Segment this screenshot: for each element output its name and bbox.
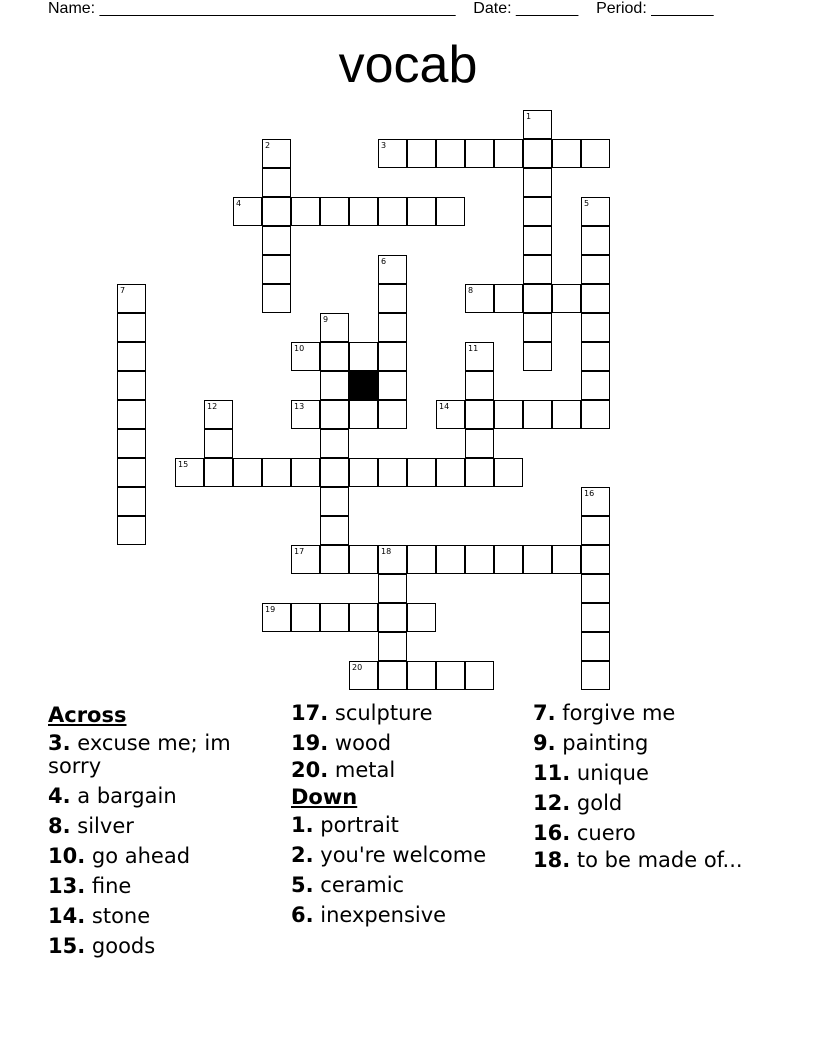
page-title: vocab [338, 36, 478, 94]
crossword-cell[interactable] [523, 255, 552, 284]
crossword-cell[interactable] [378, 371, 407, 400]
crossword-cell[interactable] [465, 342, 494, 371]
across-heading: Across [48, 703, 127, 727]
crossword-cell[interactable] [523, 284, 552, 313]
clue-item: 4. a bargain [48, 784, 177, 808]
clue-item: 7. forgive me [533, 701, 676, 725]
crossword-cell[interactable] [262, 284, 291, 313]
crossword-cell[interactable] [320, 313, 349, 342]
crossword-cell[interactable] [494, 139, 523, 168]
crossword-cell[interactable] [465, 458, 494, 487]
crossword-cell[interactable] [581, 371, 610, 400]
crossword-cell[interactable] [407, 661, 436, 690]
crossword-cell[interactable] [378, 139, 407, 168]
crossword-cell[interactable] [523, 313, 552, 342]
crossword-cell[interactable] [552, 400, 581, 429]
crossword-cell[interactable] [581, 574, 610, 603]
crossword-cell[interactable] [436, 197, 465, 226]
crossword-cell[interactable] [436, 545, 465, 574]
crossword-cell[interactable] [117, 371, 146, 400]
clue-item: 18. to be made of... [533, 848, 743, 872]
name-label: Name: [48, 0, 96, 17]
crossword-cell[interactable] [494, 458, 523, 487]
crossword-cell[interactable] [320, 429, 349, 458]
clue-number: 14 [439, 402, 450, 411]
clue-item: 15. goods [48, 934, 156, 958]
crossword-cell[interactable] [204, 400, 233, 429]
crossword-cell[interactable] [378, 400, 407, 429]
crossword-cell[interactable] [262, 168, 291, 197]
crossword-cell[interactable] [378, 255, 407, 284]
crossword-cell[interactable] [349, 661, 378, 690]
clue-item: 1. portrait [291, 813, 399, 837]
crossword-cell[interactable] [233, 458, 262, 487]
crossword-cell[interactable] [465, 139, 494, 168]
crossword-cell[interactable] [523, 110, 552, 139]
crossword-cell[interactable] [581, 632, 610, 661]
crossword-cell[interactable] [320, 371, 349, 400]
crossword-cell[interactable] [320, 342, 349, 371]
crossword-cell[interactable] [378, 458, 407, 487]
clues-column-1 [48, 702, 288, 958]
crossword-cell[interactable] [581, 226, 610, 255]
crossword-cell[interactable] [291, 545, 320, 574]
crossword-cell[interactable] [320, 603, 349, 632]
crossword-cell[interactable] [349, 342, 378, 371]
clue-item: 2. you're welcome [291, 843, 487, 867]
crossword-cell[interactable] [117, 458, 146, 487]
period-blank[interactable]: _______ [651, 0, 714, 17]
crossword-cell[interactable] [494, 400, 523, 429]
crossword-cell[interactable] [581, 661, 610, 690]
crossword-cell[interactable] [117, 487, 146, 516]
crossword-cell[interactable] [436, 458, 465, 487]
crossword-cell[interactable] [581, 516, 610, 545]
crossword-cell[interactable] [349, 197, 378, 226]
clue-item: 10. go ahead [48, 844, 191, 868]
date-label: Date: [473, 0, 512, 17]
clue-number: 20 [352, 663, 363, 672]
crossword-cell[interactable] [117, 429, 146, 458]
crossword-cell[interactable] [523, 168, 552, 197]
crossword-cell[interactable] [407, 603, 436, 632]
crossword-cell[interactable] [552, 139, 581, 168]
date-blank[interactable]: _______ [516, 0, 579, 17]
crossword-cell[interactable] [117, 516, 146, 545]
crossword-cell[interactable] [378, 661, 407, 690]
clue-number: 6 [381, 257, 387, 266]
crossword-cell[interactable] [523, 139, 552, 168]
clue-number: 3 [381, 141, 387, 150]
clue-number: 2 [265, 141, 271, 150]
crossword-cell[interactable] [320, 545, 349, 574]
clue-number: 10 [294, 344, 305, 353]
clue-item: 11. unique [533, 761, 649, 785]
period-label: Period: [596, 0, 647, 17]
crossword-cell[interactable] [523, 545, 552, 574]
crossword-cell[interactable] [581, 545, 610, 574]
name-blank[interactable]: ________________________________________ [99, 0, 456, 17]
crossword-cell[interactable] [378, 603, 407, 632]
crossword-cell[interactable] [407, 197, 436, 226]
clue-number: 8 [468, 286, 474, 295]
crossword-cell[interactable] [320, 400, 349, 429]
crossword-cell[interactable] [291, 603, 320, 632]
crossword-cell[interactable] [262, 603, 291, 632]
crossword-cell[interactable] [320, 197, 349, 226]
crossword-cell[interactable] [378, 632, 407, 661]
crossword-cell[interactable] [465, 429, 494, 458]
crossword-cell[interactable] [378, 342, 407, 371]
clue-item: 12. gold [533, 791, 623, 815]
clue-item: 3. excuse me; im sorry [48, 731, 231, 778]
crossword-cell[interactable] [378, 197, 407, 226]
crossword-cell[interactable] [117, 313, 146, 342]
crossword-cell[interactable] [407, 139, 436, 168]
clue-number: 11 [468, 344, 479, 353]
crossword-cell[interactable] [581, 255, 610, 284]
clue-number: 15 [178, 460, 189, 469]
clue-number: 4 [236, 199, 242, 208]
crossword-cell[interactable] [262, 458, 291, 487]
down-heading: Down [291, 785, 358, 809]
clue-number: 17 [294, 547, 305, 556]
crossword-cell[interactable] [378, 574, 407, 603]
clues-column-3 [533, 702, 773, 872]
crossword-cell[interactable] [262, 255, 291, 284]
crossword-cell[interactable] [552, 284, 581, 313]
crossword-cell[interactable] [465, 284, 494, 313]
clue-item: 5. ceramic [291, 873, 405, 897]
crossword-cell[interactable] [494, 284, 523, 313]
clue-item: 19. wood [291, 731, 392, 755]
clue-item: 17. sculpture [291, 701, 433, 725]
crossword-black-square [349, 371, 378, 400]
clue-item: 9. painting [533, 731, 649, 755]
crossword-cell[interactable] [436, 400, 465, 429]
crossword-cell[interactable] [523, 342, 552, 371]
crossword-cell[interactable] [581, 139, 610, 168]
clue-number: 5 [584, 199, 590, 208]
crossword-cell[interactable] [436, 661, 465, 690]
crossword-cell[interactable] [378, 313, 407, 342]
crossword-cell[interactable] [175, 458, 204, 487]
crossword-cell[interactable] [581, 342, 610, 371]
crossword-cell[interactable] [523, 226, 552, 255]
crossword-cell[interactable] [262, 139, 291, 168]
crossword-cell[interactable] [320, 458, 349, 487]
clue-number: 19 [265, 605, 276, 614]
crossword-cell[interactable] [581, 313, 610, 342]
crossword-cell[interactable] [117, 284, 146, 313]
crossword-cell[interactable] [581, 603, 610, 632]
crossword-cell[interactable] [523, 197, 552, 226]
clues-column-2 [291, 702, 531, 927]
crossword-cell[interactable] [204, 429, 233, 458]
crossword-cell[interactable] [581, 400, 610, 429]
crossword-cell[interactable] [291, 197, 320, 226]
crossword-cell[interactable] [291, 458, 320, 487]
crossword-cell[interactable] [349, 603, 378, 632]
crossword-cell[interactable] [465, 661, 494, 690]
crossword-cell[interactable] [349, 400, 378, 429]
crossword-cell[interactable] [407, 458, 436, 487]
crossword-cell[interactable] [291, 400, 320, 429]
crossword-cell[interactable] [117, 400, 146, 429]
crossword-cell[interactable] [233, 197, 262, 226]
crossword-cell[interactable] [117, 342, 146, 371]
crossword-cell[interactable] [378, 545, 407, 574]
crossword-cell[interactable] [204, 458, 233, 487]
crossword-cell[interactable] [494, 545, 523, 574]
clue-number: 13 [294, 402, 305, 411]
clue-number: 18 [381, 547, 392, 556]
clue-item: 20. metal [291, 758, 396, 782]
clue-number: 1 [526, 112, 532, 121]
crossword-cell[interactable] [523, 400, 552, 429]
student-info-line [48, 0, 714, 18]
clue-item: 6. inexpensive [291, 903, 447, 927]
crossword-cell[interactable] [436, 139, 465, 168]
crossword-cell[interactable] [465, 545, 494, 574]
crossword-cell[interactable] [581, 197, 610, 226]
clue-item: 8. silver [48, 814, 134, 838]
clue-number: 12 [207, 402, 218, 411]
crossword-cell[interactable] [378, 284, 407, 313]
crossword-cell[interactable] [465, 400, 494, 429]
crossword-cell[interactable] [581, 284, 610, 313]
crossword-cell[interactable] [262, 197, 291, 226]
crossword-cell[interactable] [349, 458, 378, 487]
clue-item: 14. stone [48, 904, 151, 928]
clue-number: 9 [323, 315, 329, 324]
crossword-cell[interactable] [349, 545, 378, 574]
clue-number: 16 [584, 489, 595, 498]
clue-item: 16. cuero [533, 821, 636, 845]
crossword-cell[interactable] [262, 226, 291, 255]
crossword-cell[interactable] [407, 545, 436, 574]
crossword-cell[interactable] [552, 545, 581, 574]
crossword-cell[interactable] [320, 516, 349, 545]
crossword-cell[interactable] [320, 487, 349, 516]
crossword-cell[interactable] [581, 487, 610, 516]
crossword-cell[interactable] [291, 342, 320, 371]
crossword-cell[interactable] [465, 371, 494, 400]
clue-number: 7 [120, 286, 126, 295]
clue-item: 13. fine [48, 874, 132, 898]
